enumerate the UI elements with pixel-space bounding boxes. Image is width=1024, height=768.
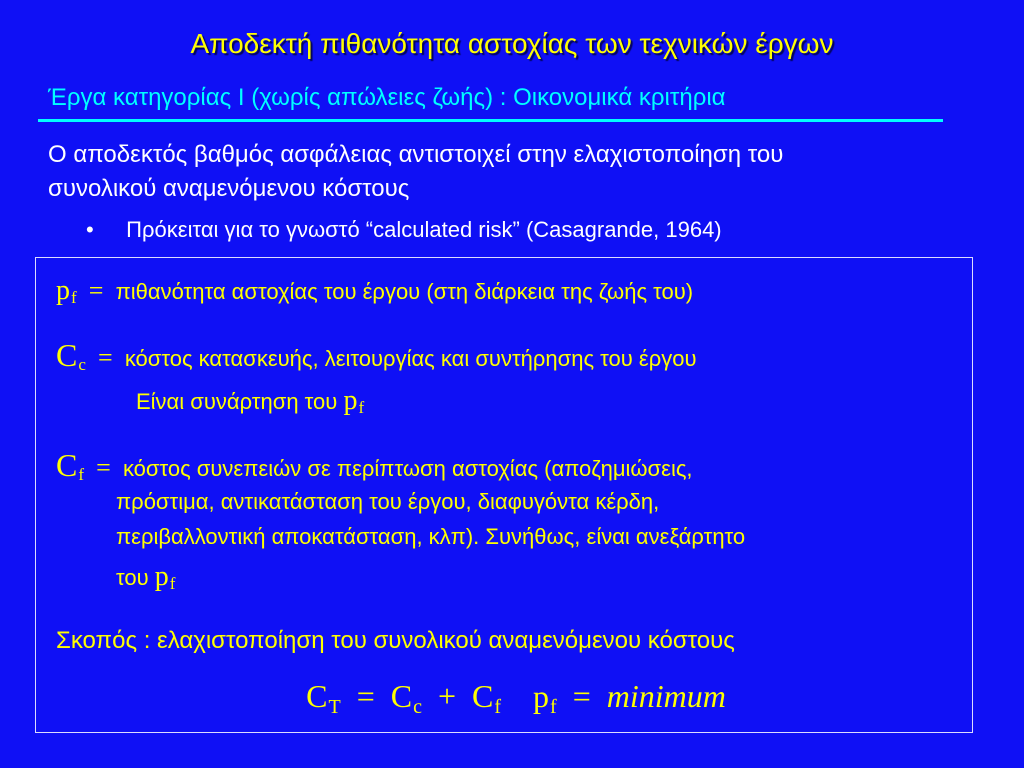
goal-statement: Σκοπός : ελαχιστοποίηση του συνολικού αναμενόμενου κόστους xyxy=(56,627,735,654)
intro-line: Ο αποδεκτός βαθμός ασφάλειας αντιστοιχεί στην ελαχιστοποίηση του xyxy=(48,141,784,168)
cf-description-line: περιβαλλοντική αποκατάσταση, κλπ). Συνήθως, είναι ανεξάρτητο xyxy=(116,524,746,549)
slide-title: Αποδεκτή πιθανότητα αστοχίας των τεχνικών έργων xyxy=(190,28,834,59)
cost-formula xyxy=(36,674,972,723)
bullet-dot-icon: • xyxy=(86,217,94,242)
cf-symbol: C xyxy=(56,447,78,483)
cc-dependency-symbol: p xyxy=(343,385,358,416)
cc-subscript: c xyxy=(78,355,86,374)
cf-description-line: κόστος συνεπειών σε περίπτωση αστοχίας (αποζημιώσεις, xyxy=(122,456,693,481)
cc-dependency-subscript: f xyxy=(358,398,365,417)
pf-description: πιθανότητα αστοχίας του έργου (στη διάρκεια της ζωής του) xyxy=(115,279,694,304)
definition-cc xyxy=(56,336,697,380)
equals-sign: = xyxy=(88,276,104,305)
definitions-box xyxy=(35,257,973,733)
formula-total-subscript: T xyxy=(328,696,341,718)
slide-subtitle: Έργα κατηγορίας Ι (χωρίς απώλειες ζωής) : Οικονομικά κριτήρια xyxy=(48,84,726,111)
formula-plus: + xyxy=(437,678,457,714)
intro-paragraph xyxy=(48,138,783,206)
pf-subscript: f xyxy=(71,288,77,307)
cf-subscript: f xyxy=(78,465,85,484)
bullet-item xyxy=(86,214,722,246)
formula-total-symbol: C xyxy=(306,678,328,714)
formula-cf-symbol: C xyxy=(472,678,494,714)
definition-pf xyxy=(56,272,693,313)
formula-cc-subscript: c xyxy=(413,696,422,718)
subtitle-underline xyxy=(38,119,943,122)
intro-line: συνολικού αναμενόμενου κόστους xyxy=(48,175,410,202)
cf-description-tail xyxy=(116,558,175,599)
cf-tail-symbol: p xyxy=(154,561,169,592)
formula-cc-symbol: C xyxy=(390,678,413,714)
bullet-text: Πρόκειται για το γνωστό “calculated risk” (Casagrande, 1964) xyxy=(126,217,722,242)
equals-sign: = xyxy=(98,343,113,372)
cc-dependency-text: Είναι συνάρτηση του xyxy=(136,389,338,414)
formula-pf-subscript: f xyxy=(550,696,557,718)
cf-tail-subscript: f xyxy=(169,574,176,593)
equals-sign: = xyxy=(96,453,111,482)
formula-cf-subscript: f xyxy=(494,696,502,718)
cf-description-line: πρόστιμα, αντικατάσταση του έργου, διαφυγόντα κέρδη, xyxy=(116,489,660,514)
cc-dependency xyxy=(136,382,364,423)
cc-symbol: C xyxy=(56,337,78,373)
cc-description: κόστος κατασκευής, λειτουργίας και συντήρησης του έργου xyxy=(124,346,697,371)
cf-description-line: του xyxy=(116,565,149,590)
pf-symbol: p xyxy=(56,275,70,306)
formula-pf-symbol: p xyxy=(533,678,550,714)
formula-equals: = xyxy=(356,678,375,714)
formula-result: minimum xyxy=(606,678,726,714)
formula-equals: = xyxy=(572,678,591,714)
